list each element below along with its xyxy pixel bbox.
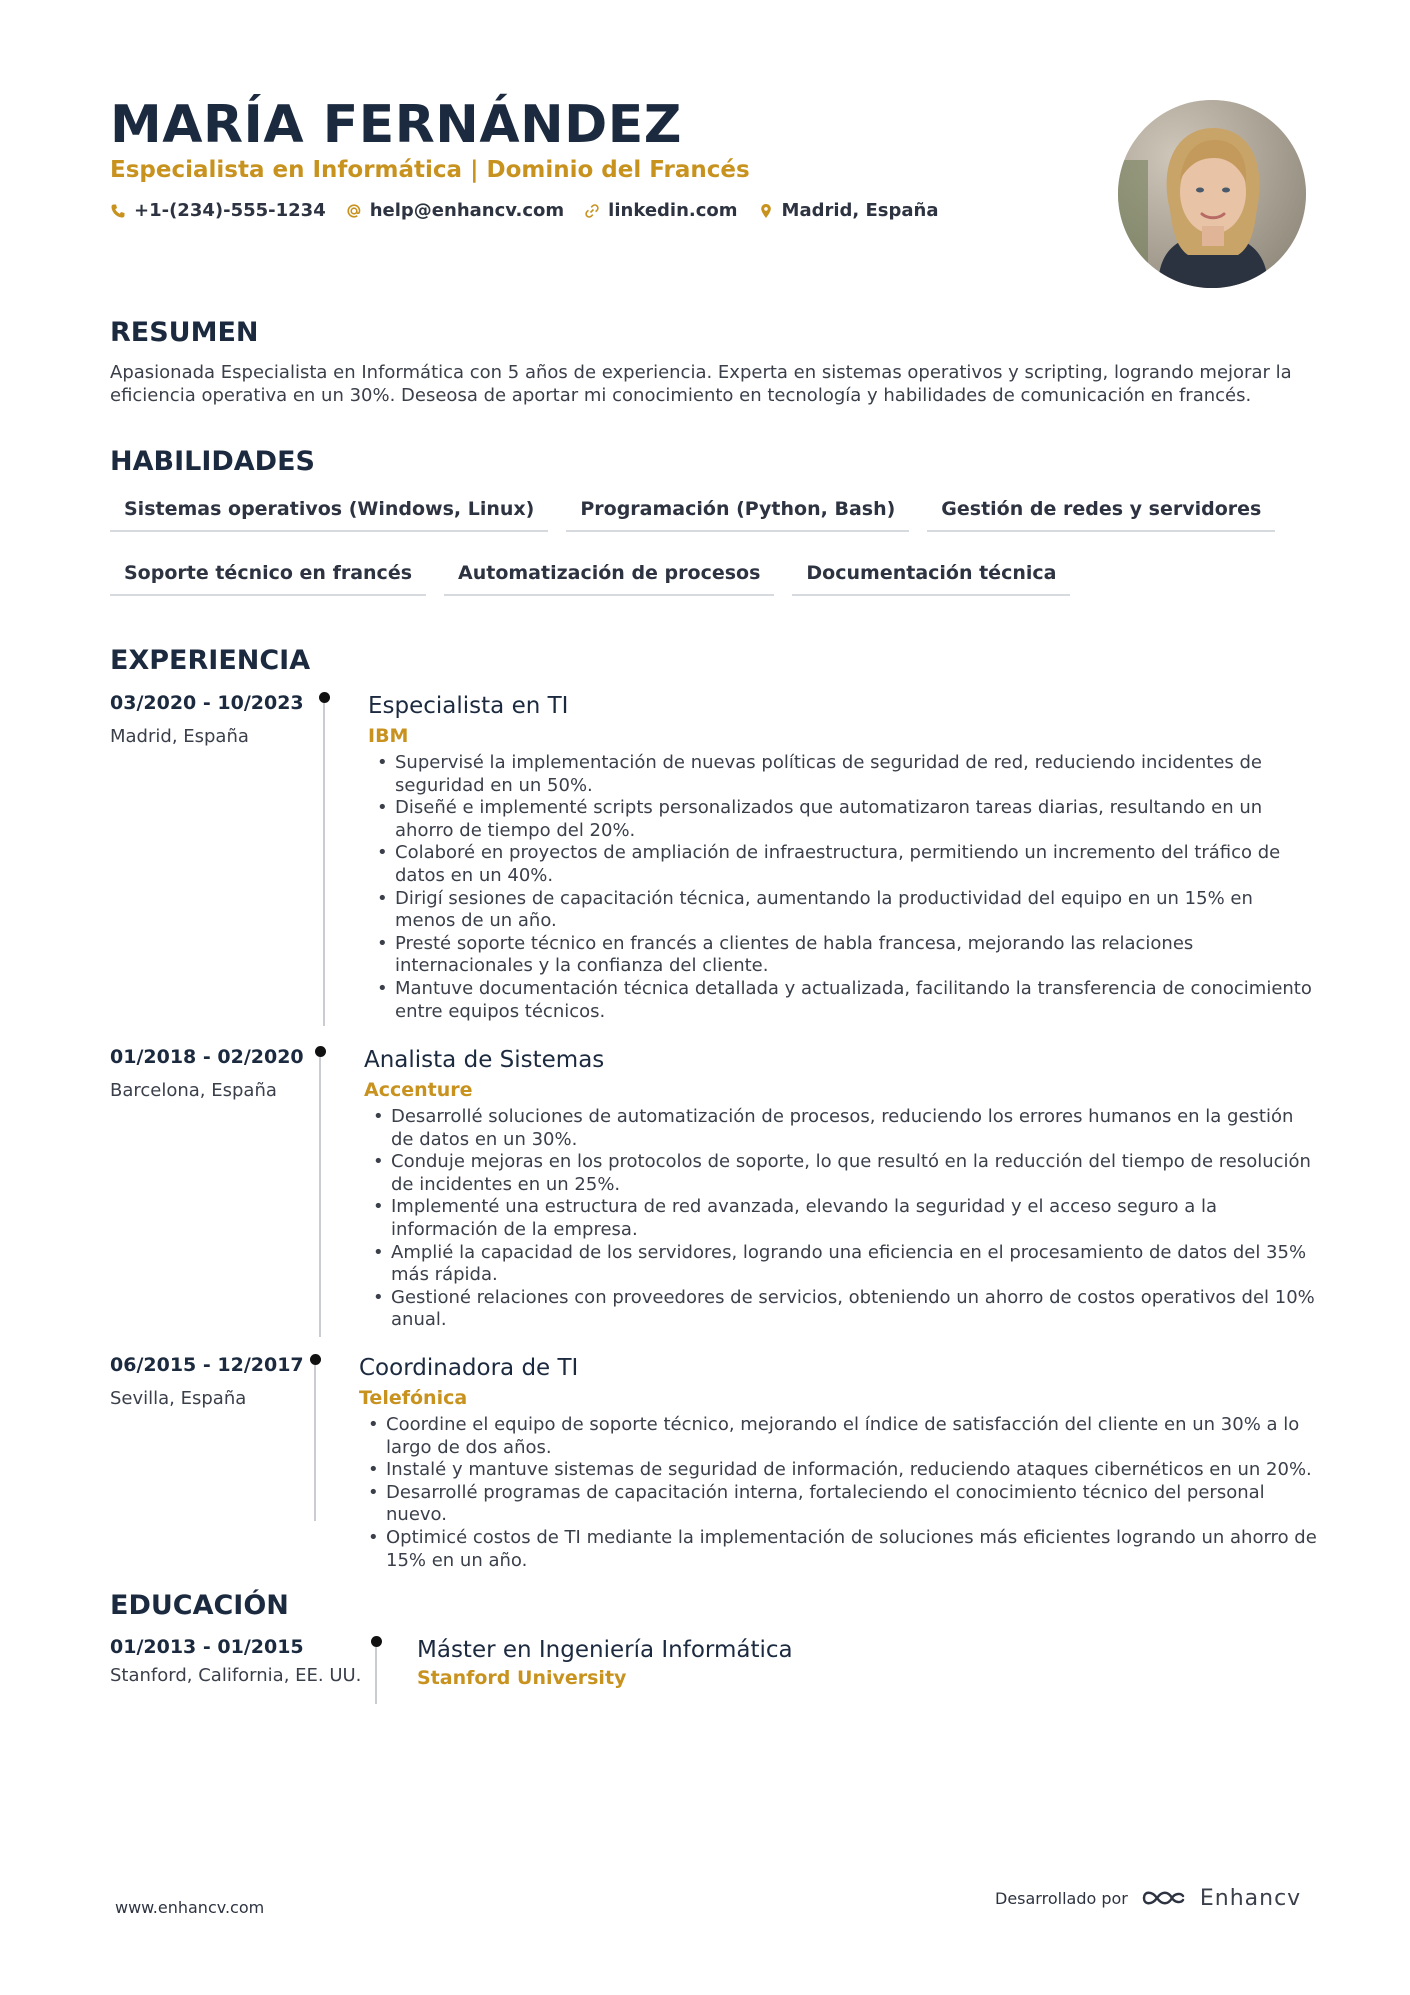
job-bullet: • Desarrollé programas de capacitación interna, fortaleciendo el conocimiento técnico del personal nuevo. (359, 1482, 1319, 1527)
skill-tag: Sistemas operativos (Windows, Linux) (110, 490, 548, 532)
section-title-education: EDUCACIÓN (110, 1590, 289, 1621)
skill-tag: Soporte técnico en francés (110, 554, 426, 596)
job-bullet: • Supervisé la implementación de nuevas políticas de seguridad de red, reduciendo incidentes de seguridad en un 50%. (368, 752, 1318, 797)
timeline-dot (310, 1354, 321, 1365)
skills-list (110, 490, 1310, 618)
contact-phone-text: +1-(234)-555-1234 (134, 200, 326, 221)
entry-dates: 01/2013 - 01/2015 (110, 1636, 304, 1658)
location-pin-icon (758, 202, 774, 220)
job-role: Analista de Sistemas (364, 1047, 605, 1073)
job-bullet: • Presté soporte técnico en francés a clientes de habla francesa, mejorando las relaciones internacionales y la confianza del cliente. (368, 933, 1318, 978)
skill-tag: Automatización de procesos (444, 554, 774, 596)
timeline-line (319, 1057, 321, 1337)
entry-dates: 03/2020 - 10/2023 (110, 692, 304, 714)
job-bullets (359, 1414, 1319, 1572)
job-bullet: • Mantuve documentación técnica detallada y actualizada, facilitando la transferencia de conocimiento entre equipos técnicos. (368, 978, 1318, 1023)
entry-location: Madrid, España (110, 726, 249, 747)
skill-tag: Gestión de redes y servidores (927, 490, 1275, 532)
job-bullet: • Amplié la capacidad de los servidores, logrando una eficiencia en el procesamiento de datos del 35% más rápida. (364, 1242, 1319, 1287)
footer-branding (995, 1885, 1301, 1911)
contact-location (758, 200, 939, 221)
phone-icon (110, 202, 126, 220)
timeline-line (314, 1365, 316, 1521)
contact-phone[interactable] (110, 200, 326, 221)
job-bullet: • Gestioné relaciones con proveedores de servicios, obteniendo un ahorro de costos operativos del 10% anual. (364, 1287, 1319, 1332)
timeline-dot (319, 692, 330, 703)
profile-photo (1118, 100, 1306, 288)
experience-entry (110, 692, 1310, 1037)
job-bullet: • Conduje mejoras en los protocolos de soporte, lo que resultó en la reducción del tiempo de resolución de incidentes en un 25%. (364, 1151, 1319, 1196)
timeline-line (375, 1647, 377, 1704)
job-bullets (364, 1106, 1319, 1332)
job-bullet: • Coordine el equipo de soporte técnico, mejorando el índice de satisfacción del cliente en un 30% a lo largo de dos años. (359, 1414, 1319, 1459)
contact-bar (110, 200, 939, 221)
entry-location: Barcelona, España (110, 1080, 277, 1101)
job-bullet: • Diseñé e implementé scripts personalizados que automatizaron tareas diarias, resultando en un ahorro de tiempo del 20%. (368, 797, 1318, 842)
contact-linkedin[interactable] (584, 200, 737, 221)
section-title-experience: EXPERIENCIA (110, 645, 311, 676)
footer-brand: Enhancv (1199, 1885, 1302, 1911)
job-company: IBM (368, 725, 409, 747)
entry-location: Sevilla, España (110, 1388, 247, 1409)
section-title-skills: HABILIDADES (110, 446, 315, 477)
enhancv-logo-icon (1140, 1885, 1188, 1911)
link-icon (584, 202, 600, 220)
summary-text: Apasionada Especialista en Informática con 5 años de experiencia. Experta en sistemas operativos y scripting, logrando mejorar la eficiencia operativa en un 30%. Deseosa de aportar mi conocimiento en tecnología y habilidades de comunicación en francés. (110, 362, 1292, 406)
job-company: Telefónica (359, 1387, 468, 1409)
footer-powered-by: Desarrollado por (995, 1888, 1128, 1908)
contact-email[interactable] (346, 200, 564, 221)
at-icon (346, 202, 362, 220)
job-role: Especialista en TI (368, 693, 569, 719)
contact-linkedin-text: linkedin.com (608, 200, 738, 221)
job-bullet: • Optimicé costos de TI mediante la implementación de soluciones más eficientes logrando un ahorro de 15% en un año. (359, 1527, 1319, 1572)
job-role: Coordinadora de TI (359, 1355, 579, 1381)
contact-location-text: Madrid, España (781, 200, 939, 221)
job-bullets (368, 752, 1318, 1023)
entry-location: Stanford, California, EE. UU. (110, 1665, 362, 1686)
skill-tag: Documentación técnica (792, 554, 1070, 596)
job-bullet: • Implementé una estructura de red avanzada, elevando la seguridad y el acceso seguro a la información de la empresa. (364, 1196, 1319, 1241)
skills-row (110, 554, 1310, 596)
section-title-summary: RESUMEN (110, 317, 259, 348)
candidate-name: MARÍA FERNÁNDEZ (110, 95, 682, 155)
job-bullet: • Instalé y mantuve sistemas de seguridad de información, reduciendo ataques cibernéticos en un 20%. (359, 1459, 1319, 1482)
education-entry (110, 1636, 1310, 1716)
timeline-dot (371, 1636, 382, 1647)
experience-entry (110, 1046, 1315, 1346)
candidate-title: Especialista en Informática | Dominio del Francés (110, 157, 750, 183)
experience-entry (110, 1354, 1317, 1571)
job-bullet: • Colaboré en proyectos de ampliación de infraestructura, permitiendo un incremento del tráfico de datos en un 40%. (368, 842, 1318, 887)
timeline-line (323, 703, 325, 1026)
skills-row (110, 490, 1310, 532)
contact-email-text: help@enhancv.com (369, 200, 565, 221)
education-degree: Máster en Ingeniería Informática (417, 1637, 793, 1663)
timeline-dot (315, 1046, 326, 1057)
job-bullet: • Dirigí sesiones de capacitación técnica, aumentando la productividad del equipo en un 15% en menos de un año. (368, 888, 1318, 933)
entry-dates: 06/2015 - 12/2017 (110, 1354, 304, 1376)
job-company: Accenture (364, 1079, 473, 1101)
job-bullet: • Desarrollé soluciones de automatización de procesos, reduciendo los errores humanos en la gestión de datos en un 30%. (364, 1106, 1319, 1151)
footer-website[interactable]: www.enhancv.com (115, 1898, 265, 1917)
entry-dates: 01/2018 - 02/2020 (110, 1046, 304, 1068)
skill-tag: Programación (Python, Bash) (566, 490, 909, 532)
education-school: Stanford University (417, 1667, 627, 1689)
